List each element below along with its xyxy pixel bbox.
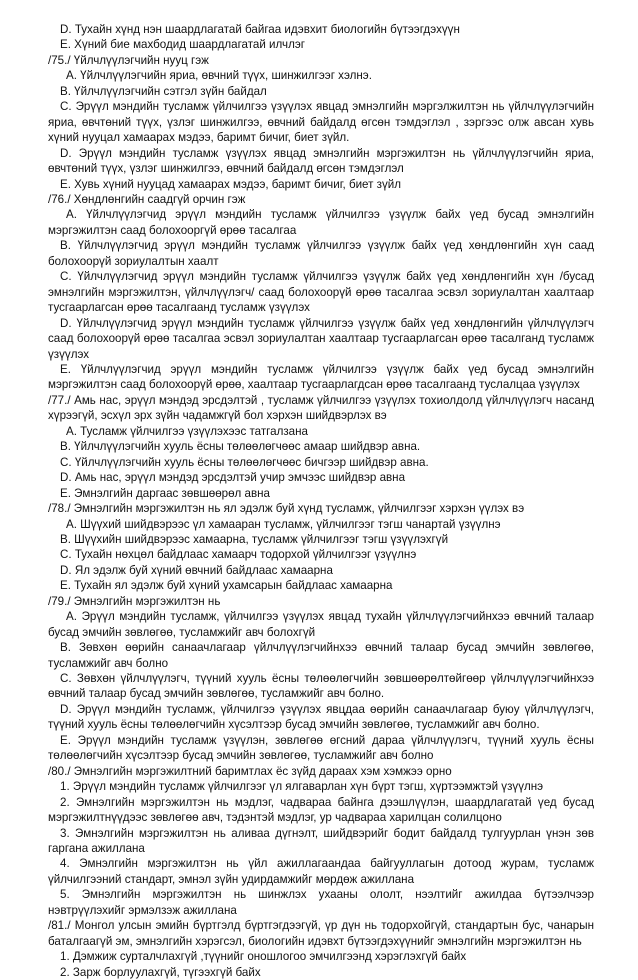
answer-line: A. Тусламж үйлчилгээ үзүүлэхээс татгалзана (66, 424, 308, 438)
answer-line: 2. Зарж борлуулахгүй, түгээхгүй байх (60, 965, 261, 979)
answer-line: B. Зөвхөн өөрийн санаачлагаар үйлчлүүлэгчийнхээ өвчний талаар бусад эмчийн зөвлөгөө, тусламжийг авч болно (48, 641, 594, 670)
answer-line: B. Үйлчлүүлэгчийн сэтгэл зүйн байдал (60, 84, 267, 98)
answer-line: A. Үйлчлүүлэгчид эрүүл мэндийн тусламж үйлчилгээ үзүүлж байх үед бусад эмнэлгийн мэргэжилтэн саад болохооргүй өрөө тасалгаа (48, 208, 594, 237)
answer-line: E. Тухайн ял эдэлж буй хүний ухамсарын байдлаас хамаарна (60, 579, 393, 593)
answer-line: C. Үйлчлүүлэгчид эрүүл мэндийн тусламж үйлчилгээ үзүүлж байх үед хөндлөнгийн хүн /бусад эмнэлгийн мэргэжилтэн, үйлчлүүлэгч/ саад болохоорүй өрөө тасалгаа эсвэл зориулалтан хаалтаар тусгаарлагсан өрөө тасалгаанд тусламж үзүүлэх (48, 270, 594, 315)
question-line: /78./ Эмнэлгийн мэргэжилтэн нь ял эдэлж буй хүнд тусламж, үйлчилгээг хэрхэн үүлэх вэ (48, 502, 525, 516)
answer-line: B. Шүүхийн шийдвэрээс хамаарна, тусламж үйлчилгээг тэгш үзүүлэхгүй (60, 532, 449, 546)
answer-line: D. Эрүүл мэндийн тусламж үзүүлэх явцад эмнэлгийн мэргэжилтэн нь үйлчлүүлэгчийн яриа, өвчтөний түүх, үзлэг шинжилгээ, өвчний байдалд өгсөн тэмдэглэл (48, 146, 594, 176)
question-line: /79./ Эмнэлгийн мэргэжилтэн нь (48, 594, 221, 608)
question-line: /77./ Амь нас, эрүүл мэндэд эрсдэлтэй , тусламж үйлчилгээ үзүүлэх тохиолдолд үйлчлүүлэгч насанд хүрээгүй, эсхүл эрх зүйн чадамжгүй бол хэрхэн шийдвэрлэх вэ (48, 393, 594, 423)
answer-line: B. Үйлчлүүлэгчийн хууль ёсны төлөөлөгчөөс амаар шийдвэр авна. (60, 440, 421, 454)
answer-line: 1. Дэмжиж сурталчлахгүй ,түүнийг оношлогоо эмчилгээнд хэрэглэхгүй байх (60, 950, 467, 964)
answer-line: D. Үйлчлүүлэгчид эрүүл мэндийн тусламж үйлчилгээ үзүүлж байх үед хөндлөнгийн үйлчлүүлэгч саад болохоорүй өрөө тасалгаа эсвэл зориулалтан хаалтаар тусгаарлагсан өрөө тасалганд тусламж үзүүлэх (48, 316, 594, 361)
answer-line: 5. Эмнэлгийн мэргэжилтэн нь шинжлэх ухааны ололт, нээлтийг ажилдаа бүтээлчээр нэвтрүүлэхийг эрмэлзэж ажиллана (48, 888, 594, 917)
answer-line: E. Хувь хүний нууцад хамаарах мэдээ, баримт бичиг, биет зүйл (60, 177, 402, 191)
answer-line: E. Эмнэлгийн даргаас зөвшөөрөл авна (60, 486, 270, 500)
answer-line: E. Эрүүл мэндийн тусламж үзүүлэн, зөвлөгөө өгсний дараа үйлчлүүлэгч, түүний хууль ёсны төлөөлөгчийн хүсэлтээр бусад эмчийн зөвлөгөө, тусламжийг авч болно (48, 733, 594, 763)
answer-line: E. Үйлчлүүлэгчид эрүүл мэндийн тусламж үйлчилгээ үзүүлж байх үед бусад эмнэлгийн мэргэжилтэн саад болохоорүй өрөө, хаалтаар тусгаарлагдсан өрөө тасалгаанд туслалцаа үзүүлэх (48, 362, 594, 392)
answer-line: D. Амь нас, эрүүл мэндэд эрсдэлтэй учир эмчээс шийдвэр авна (60, 471, 406, 485)
answer-line: 2. Эмнэлгийн мэргэжилтэн нь мэдлэг, чадвараа байнга дээшлүүлэн, шаардлагатай үед бусад мэргэжилтнүүдээс зөвлөгөө авч, тэдэнтэй мэдлэг, ур чадвараа харилцан солилцоно (48, 795, 594, 825)
answer-line: C. Эрүүл мэндийн тусламж үйлчилгээ үзүүлэх явцад эмнэлгийн мэргэлжилтэн нь үйлчлүүлэгчийн яриа, өвчтөний түүх, үзлэг шинжилгээ, өвчний байдалд өгсөн тэмдэглэл , зэргээс олж авсан хувь хүний нууцал хамаарах мэдээ, баримт бичиг, биет зүйл. (48, 100, 594, 145)
answer-line: E. Хүний бие махбодид шаардлагатай илчлэг (60, 38, 305, 52)
question-line: /75./ Үйлчлүүлэгчийн нууц гэж (48, 53, 209, 67)
answer-line: D. Ял эдэлж буй хүний өвчний байдлаас хамаарна (60, 563, 333, 577)
answer-line: B. Үйлчлүүлэгчид эрүүл мэндийн тусламж үйлчилгээ үзүүлж байх үед хөндлөнгийн хүн саад болохоорүй зориулалтын хаалт (48, 239, 594, 268)
answer-line: C. Зөвхөн үйлчлүүлэгч, түүний хууль ёсны төлөөлөгчийн зөвшөөрөлтөйгөөр үйлчлүүлэгчийнхээ өвчний талаар бусад эмчийн зөвлөгөө, тусламжийг авч болно. (48, 672, 594, 701)
answer-line: D. Эрүүл мэндийн тусламж, үйлчилгээ үзүүлэх явцдаа өөрийн санаачлагаар буюу үйлчлүүлэгч, түүний хууль ёсны төлөөлөгчийн хүсэлтээр бусад эмчийн зөвлөгөө, тусламжийг авч болно. (48, 702, 594, 732)
answer-line: A. Үйлчлүүлэгчийн яриа, өвчний түүх, шинжилгээг хэлнэ. (66, 69, 372, 83)
answer-line: 4. Эмнэлгийн мэргэжилтэн нь үйл ажиллагаандаа байгууллагын дотоод журам, тусламж үйлчилгээний стандарт, эмнэл зүйн удирдамжийг мөрдөж ажиллана (48, 857, 594, 886)
answer-line: D. Тухайн хүнд нэн шаардлагатай байгаа идэвхит биологийн бүтээгдэхүүн (60, 23, 460, 36)
question-line: /76./ Хөндлөнгийн саадгүй орчин гэж (48, 192, 246, 206)
answer-line: A. Шүүхий шийдвэрээс үл хамааран тусламж, үйлчилгээг тэгш чанартай үзүүлнэ (66, 517, 501, 531)
answer-line: 1. Эрүүл мэндийн тусламж үйлчилгээг үл ялгаварлан хүн бүрт тэгш, хүртээмжтэй үзүүлнэ (60, 780, 544, 794)
question-line: /81./ Монгол улсын эмийн бүртгэлд бүртгэгдээгүй, үр дүн нь тодорхойгүй, стандартын бус, чанарын баталгаагүй эм, эмнэлгийн хэрэгсэл, биологийн идэвхт бүтээгдэхүүнийг эмнэлгийн мэргэжилтэн нь (48, 919, 594, 948)
answer-line: 3. Эмнэлгийн мэргэжилтэн нь аливаа дүгнэлт, шийдвэрийг бодит байдалд тулгуурлан үнэн зөв гаргана ажиллана (48, 826, 594, 856)
answer-line: A. Эрүүл мэндийн тусламж, үйлчилгээ үзүүлэх явцад тухайн үйлчлүүлэгчийнхээ өвчний талаар бусад эмчийн зөвлөгөө, тусламжийг авч болохгүй (48, 610, 594, 639)
question-line: /80./ Эмнэлгийн мэргэжилтний баримтлах ёс зүйд дараах хэм хэмжээ орно (48, 764, 452, 778)
answer-line: C. Тухайн нөхцөл байдлаас хамаарч тодорхой үйлчилгээг үзүүлнэ (60, 548, 417, 562)
answer-line: C. Үйлчлүүлэгчийн хууль ёсны төлөөлөгчөөс бичгээр шийдвэр авна. (60, 455, 429, 469)
